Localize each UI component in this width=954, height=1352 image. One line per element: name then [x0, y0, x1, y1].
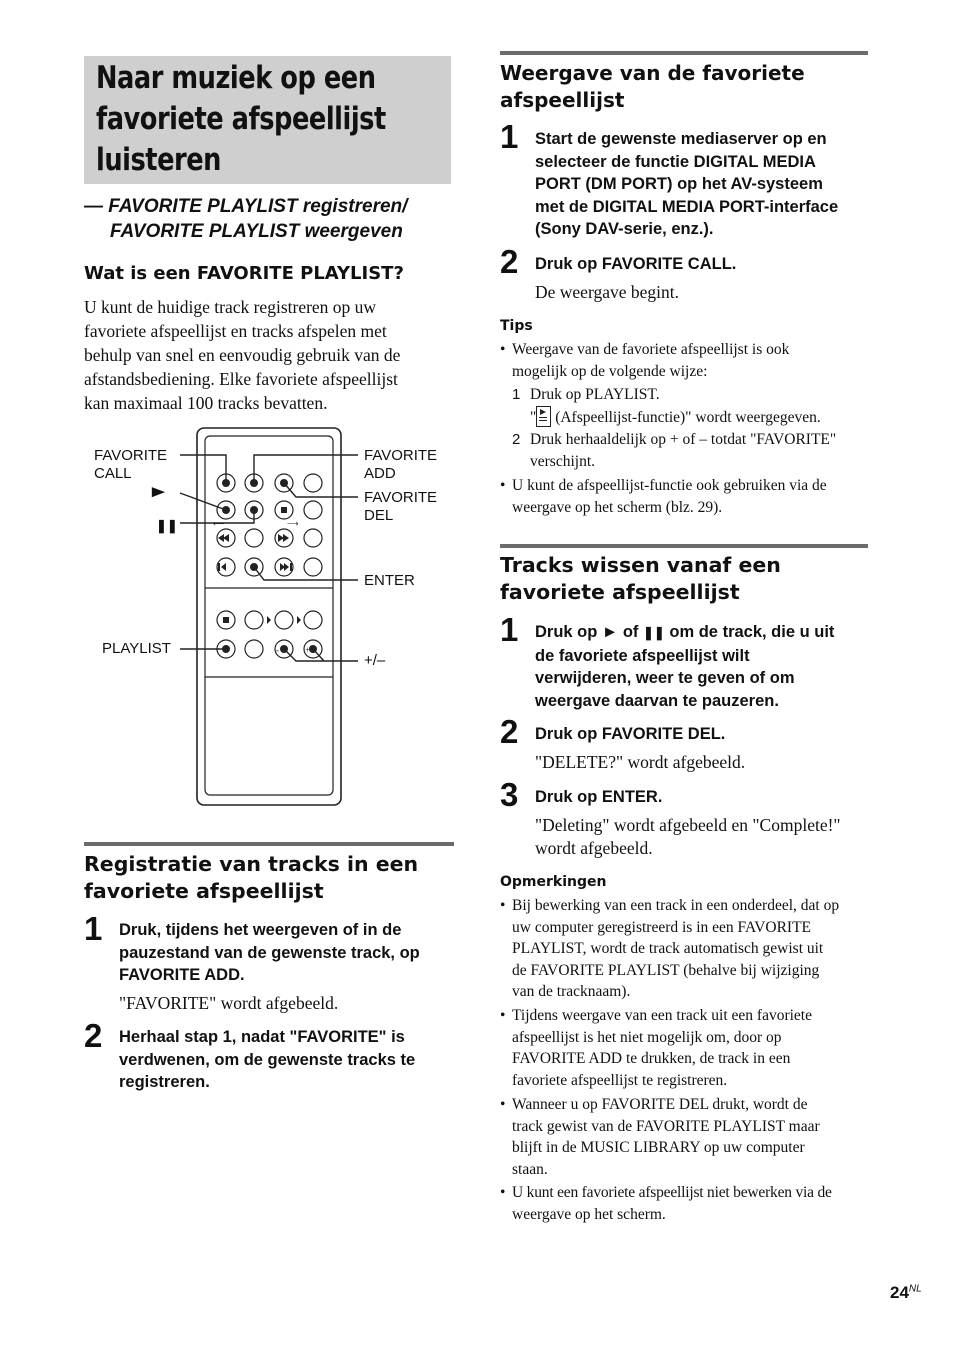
note-1: • Bij bewerking van een track in een onderdeel, dat op uw computer geregistreerd is in een FAVORITE PLAYLIST, wordt de track automatisch gewist uit de FAVORITE PLAYLIST (behalve bij wijziging van de tracknaam). [500, 897, 840, 1000]
page-title: Naar muziek op een favoriete afspeellijst luisteren [96, 60, 386, 178]
delete-step-2-result: "DELETE?" wordt afgebeeld. [535, 752, 746, 772]
label-plus-minus: +/– [364, 652, 386, 669]
delete-step-1-number: 1 [500, 611, 519, 648]
label-favorite-call: FAVORITE CALL [94, 447, 168, 482]
label-enter: ENTER [364, 572, 415, 589]
delete-step-2-text: Druk op FAVORITE DEL. [535, 725, 726, 743]
subtitle: — FAVORITE PLAYLIST registreren/ FAVORITE PLAYLIST weergeven [84, 196, 408, 242]
registration-step-2-number: 2 [84, 1017, 103, 1054]
section-rule [500, 51, 868, 55]
pause-icon: ❚❚ [643, 625, 665, 640]
note-4: • U kunt een favoriete afspeellijst niet bewerken via de weergave op het scherm. [500, 1184, 832, 1223]
playback-step-2-text: Druk op FAVORITE CALL. [535, 255, 737, 273]
delete-step-1-text: Druk op ► of ❚❚ om de track, die u uit de favoriete afspeellijst wilt verwijderen, weer te geven of om weergave daarvan te pauzeren. [535, 623, 835, 710]
svg-text:⟶: ⟶ [287, 519, 299, 528]
what-is-heading: Wat is een FAVORITE PLAYLIST? [84, 263, 404, 284]
registration-step-2-text: Herhaal stap 1, nadat "FAVORITE" is verdwenen, om de gewenste tracks te registreren. [119, 1028, 416, 1092]
playback-heading: Weergave van de favoriete afspeellijst [500, 61, 805, 112]
note-3: • Wanneer u op FAVORITE DEL drukt, wordt de track gewist van de FAVORITE PLAYLIST maar blijft in de MUSIC LIBRARY op uw computer staan. [500, 1096, 820, 1178]
note-2: • Tijdens weergave van een track uit een favoriete afspeellijst is het niet mogelijk om, door op FAVORITE ADD te drukken, de track in een favoriete afspeellijst te registreren. [500, 1007, 812, 1089]
label-pause-icon: ❚❚ [156, 518, 178, 533]
label-playlist: PLAYLIST [102, 640, 171, 657]
playback-step-2-result: De weergave begint. [535, 282, 679, 302]
what-is-paragraph: U kunt de huidige track registreren op uw favoriete afspeellijst en tracks afspelen met behulp van snel en eenvoudig gebruik van de afstandsbediening. Elke favoriete afspeellijst kan maximaal 100 tracks bevatten. [84, 297, 401, 413]
svg-text:⟵: ⟵ [213, 519, 225, 528]
svg-text:-: - [276, 645, 279, 655]
title-box [84, 56, 451, 184]
playlist-function-icon [536, 406, 551, 427]
registration-step-1-text: Druk, tijdens het weergeven of in de pauzestand van de gewenste track, op FAVORITE ADD. [119, 921, 420, 985]
tip-1-substep-2: 2 Druk herhaaldelijk op + of – totdat "FAVORITE" verschijnt. [512, 431, 837, 470]
delete-step-3-result: "Deleting" wordt afgebeeld en "Complete!" wordt afgebeeld. [535, 815, 841, 858]
tip-1: • Weergave van de favoriete afspeellijst is ook mogelijk op de volgende wijze: [500, 341, 790, 380]
section-rule [84, 842, 454, 846]
registration-step-1-number: 1 [84, 910, 103, 947]
delete-step-2-number: 2 [500, 713, 519, 750]
tip-2: • U kunt de afspeellijst-functie ook gebruiken via de weergave op het scherm (blz. 29). [500, 477, 827, 516]
tips-heading: Tips [500, 318, 533, 334]
playback-step-1-number: 1 [500, 118, 519, 155]
delete-heading: Tracks wissen vanaf een favoriete afspeellijst [500, 553, 781, 604]
playback-step-1-text: Start de gewenste mediaserver op en selecteer de functie DIGITAL MEDIA PORT (DM PORT) op het AV-systeem met de DIGITAL MEDIA PORT-interface (Sony DAV-serie, enz.). [535, 130, 839, 239]
notes-heading: Opmerkingen [500, 874, 607, 890]
label-favorite-del: FAVORITE DEL [364, 489, 438, 524]
label-play-icon: ► [147, 482, 170, 501]
tip-1-substep-1: 1 Druk op PLAYLIST. " (Afspeellijst-functie)" wordt weergegeven. [512, 386, 821, 426]
play-icon: ► [601, 623, 619, 641]
remote-diagram [84, 425, 464, 810]
page-number: $24^{NL}$ [890, 1283, 922, 1302]
registration-step-1-result: "FAVORITE" wordt afgebeeld. [119, 993, 339, 1013]
delete-step-3-number: 3 [500, 776, 519, 813]
svg-text:+: + [305, 645, 311, 655]
playback-step-2-number: 2 [500, 243, 519, 280]
delete-step-3-text: Druk op ENTER. [535, 788, 663, 806]
registration-heading: Registratie van tracks in een favoriete afspeellijst [84, 852, 419, 903]
section-rule [500, 544, 868, 548]
label-favorite-add: FAVORITE ADD [364, 447, 438, 482]
